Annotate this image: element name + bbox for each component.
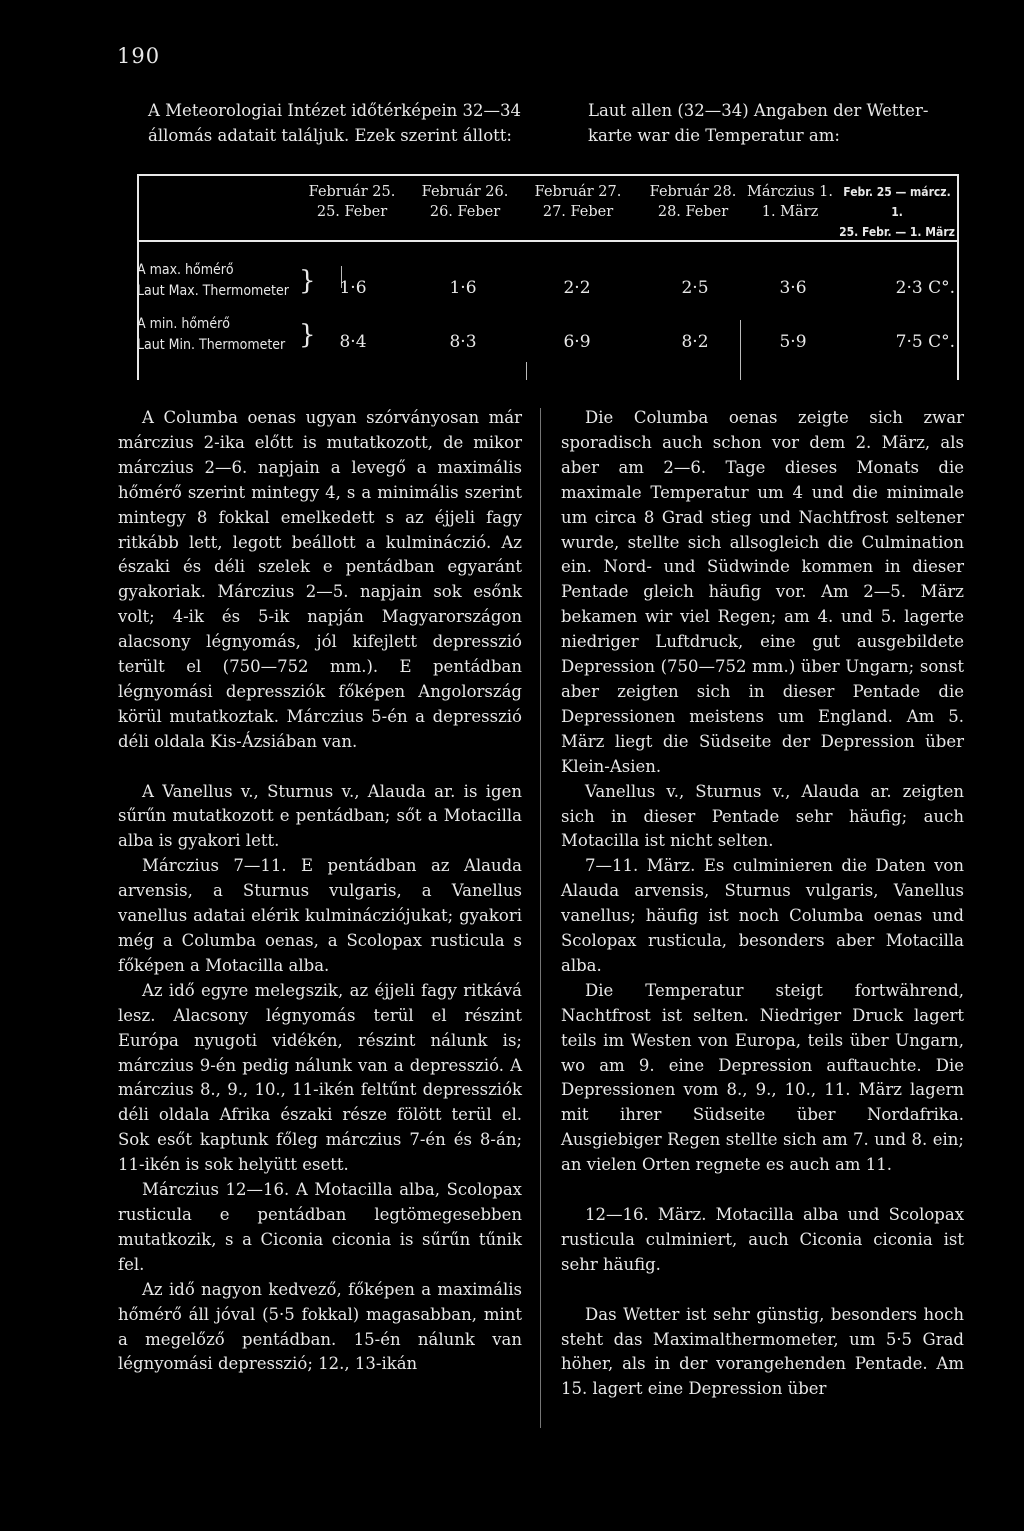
header-hu: Febr. 25 — márcz. 1.	[843, 185, 951, 219]
row-label-hu: A max. hőmérő	[137, 262, 234, 278]
header-feb-27	[523, 182, 633, 222]
header-feb-28	[638, 182, 748, 222]
paragraph-hu-weather-12-16: Az idő nagyon kedvező, főképen a maximális hőmérő áll jóval (5·5 fokkal) magasabban, mint a megelőző pentádban. 15-én nálunk van légnyomási depresszió; 12., 13-ikán	[118, 1279, 522, 1374]
cell-min-period: 7·5 C°.	[895, 332, 955, 352]
table-header-rule	[137, 240, 959, 242]
paragraph-de-columba: Die Columba oenas zeigte sich zwar sporadisch auch schon vor dem 2. März, als aber am 2—6. Tage dieses Monats die maximale Temperatur um 4 und die minimale um circa 8 Grad stieg und Nachtfrost seltener wurde, stellte sich allsogleich die Culmination ein. Nord- und Südwinde kommen in dieser Pentade gleich häufig vor. Am 2—5. März bekamen wir viel Regen; am 4. und 5. lagerte niedriger Luftdruck, eine gut ausgebildete Depression (750—752 mm.) über Ungarn; sonst aber zeigten sich in dieser Pentade die Depressionen meistens um England. Am 5. März liegt die Südseite der Depression über Klein-Asien.	[561, 408, 964, 776]
header-hu: Február 27.	[534, 184, 622, 200]
intro-german: Laut allen (32—34) Angaben der Wetter-karte war die Temperatur am:	[588, 101, 929, 145]
paragraph-de-vanellus: Vanellus v., Sturnus v., Alauda ar. zeigten sich in dieser Pentade sehr häufig; auch Motacilla ist nicht selten.	[561, 781, 964, 851]
header-period	[837, 182, 957, 242]
header-feb-26	[410, 182, 520, 222]
cell-min-mar1: 5·9	[779, 332, 807, 352]
row-label-de: Laut Min. Thermometer	[137, 337, 286, 353]
hungarian-column	[118, 406, 522, 1377]
header-hu: Márczius 1.	[746, 184, 834, 200]
header-hu: Február 25.	[308, 184, 396, 200]
header-de: 25. Feber	[316, 204, 388, 220]
cell-min-feb26: 8·3	[449, 332, 477, 352]
table-top-rule	[137, 174, 959, 176]
cell-max-feb28: 2·5	[681, 278, 709, 298]
column-divider	[540, 408, 541, 1428]
table-column-rule	[740, 320, 741, 380]
row-brace: }	[299, 266, 316, 296]
header-de: 25. Febr. — 1. März	[839, 225, 955, 239]
row-brace: }	[299, 320, 316, 350]
cell-min-feb28: 8·2	[681, 332, 709, 352]
header-de: 26. Feber	[429, 204, 501, 220]
cell-max-feb25: 1·6	[339, 278, 367, 298]
row-label-min	[137, 314, 285, 356]
paragraph-hu-march-7-11: Márczius 7—11. E pentádban az Alauda arvensis, a Sturnus vulgaris, a Vanellus vanellus adatai elérik kulminácziójukat; gyakori még a Columba oenas, a Scolopax rusticula s főképen a Motacilla alba.	[118, 856, 522, 975]
paragraph-hu-weather-7-11: Az idő egyre melegszik, az éjjeli fagy ritkává lesz. Alacsony légnyomás terül el részint Európa nyugoti vidékén, részint nálunk is; márczius 9-én pedig nálunk van a depresszió. A márczius 8., 9., 10., 11-ikén feltűnt depressziók déli oldala Afrika északi része fölött terül el. Sok esőt kaptunk főleg márczius 7-én és 8-án; 11-ikén is sok helyütt esett.	[118, 980, 522, 1175]
intro-hungarian: A Meteorologiai Intézet időtérképein 32—34 állomás adatait találjuk. Ezek szerint állott:	[148, 101, 522, 145]
paragraph-de-march-12-16: 12—16. März. Motacilla alba und Scolopax rusticula culminiert, auch Ciconia ciconia ist sehr häufig.	[561, 1204, 964, 1274]
header-hu: Február 28.	[649, 184, 737, 200]
cell-max-mar1: 3·6	[779, 278, 807, 298]
paragraph-de-weather-7-11: Die Temperatur steigt fortwährend, Nachtfrost ist selten. Niedriger Druck lagert teils im Westen von Europa, teils über Ungarn, wo am 9. eine Depression auftauchte. Die Depressionen vom 8., 9., 10., 11. März lagern mit ihrer Südseite über Nordafrika. Ausgiebiger Regen stellte sich am 7. und 8. ein; an vielen Orten regnete es auch am 11.	[561, 980, 964, 1175]
paragraph-hu-vanellus: A Vanellus v., Sturnus v., Alauda ar. is igen sűrűn mutatkozott e pentádban; sőt a Motacilla alba is gyakori lett.	[118, 781, 522, 851]
cell-max-period: 2·3 C°.	[895, 278, 955, 298]
table-right-rule	[957, 174, 959, 380]
paragraph-hu-columba: A Columba oenas ugyan szórványosan már márczius 2-ika előtt is mutatkozott, de mikor márczius 2—6. napjain a levegő a maximális hőmérő szerint mintegy 4, s a minimális szerint mintegy 8 fokkal emelkedett s az éjjeli fagy ritkább lett, legott beállott a kulmináczió. Az északi és déli szelek e pentádban egyaránt gyakoriak. Márczius 2—5. napjain sok esőnk volt; 4-ik és 5-ik napján Magyarországon alacsony légnyomás, jól kifejlett depresszió terült el (750—752 mm.). E pentádban légnyomási depressziók főképen Angolország körül mutatkoztak. Márczius 5-én a depresszió déli oldala Kis-Ázsiában van.	[118, 408, 522, 751]
header-de: 27. Feber	[542, 204, 614, 220]
cell-min-feb25: 8·4	[339, 332, 367, 352]
page-number: 190	[117, 44, 161, 68]
header-de: 1. März	[761, 204, 819, 220]
cell-max-feb27: 2·2	[563, 278, 591, 298]
header-de: 28. Feber	[657, 204, 729, 220]
cell-max-feb26: 1·6	[449, 278, 477, 298]
paragraph-de-march-7-11: 7—11. März. Es culminieren die Daten von Alauda arvensis, Sturnus vulgaris, Vanellus vanellus; häufig ist noch Columba oenas und Scolopax rusticula, besonders aber Motacilla alba.	[561, 856, 964, 975]
header-mar-1	[735, 182, 845, 222]
cell-min-feb27: 6·9	[563, 332, 591, 352]
paragraph-hu-march-12-16: Márczius 12—16. A Motacilla alba, Scolopax rusticula e pentádban legtömegesebben mutatkozik, s a Ciconia ciconia is sűrűn tűnik fel.	[118, 1180, 522, 1274]
row-label-de: Laut Max. Thermometer	[137, 283, 289, 299]
german-column	[561, 406, 964, 1402]
temperature-table	[115, 170, 959, 380]
header-feb-25	[297, 182, 407, 222]
paragraph-de-weather-12-16: Das Wetter ist sehr günstig, besonders hoch steht das Maximalthermometer, um 5·5 Grad höher, als in der vorangehenden Pentade. Am 15. lagert eine Depression über	[561, 1304, 964, 1399]
header-hu: Február 26.	[421, 184, 509, 200]
row-label-hu: A min. hőmérő	[137, 316, 230, 332]
row-label-max	[137, 260, 289, 302]
table-column-rule	[526, 362, 527, 380]
